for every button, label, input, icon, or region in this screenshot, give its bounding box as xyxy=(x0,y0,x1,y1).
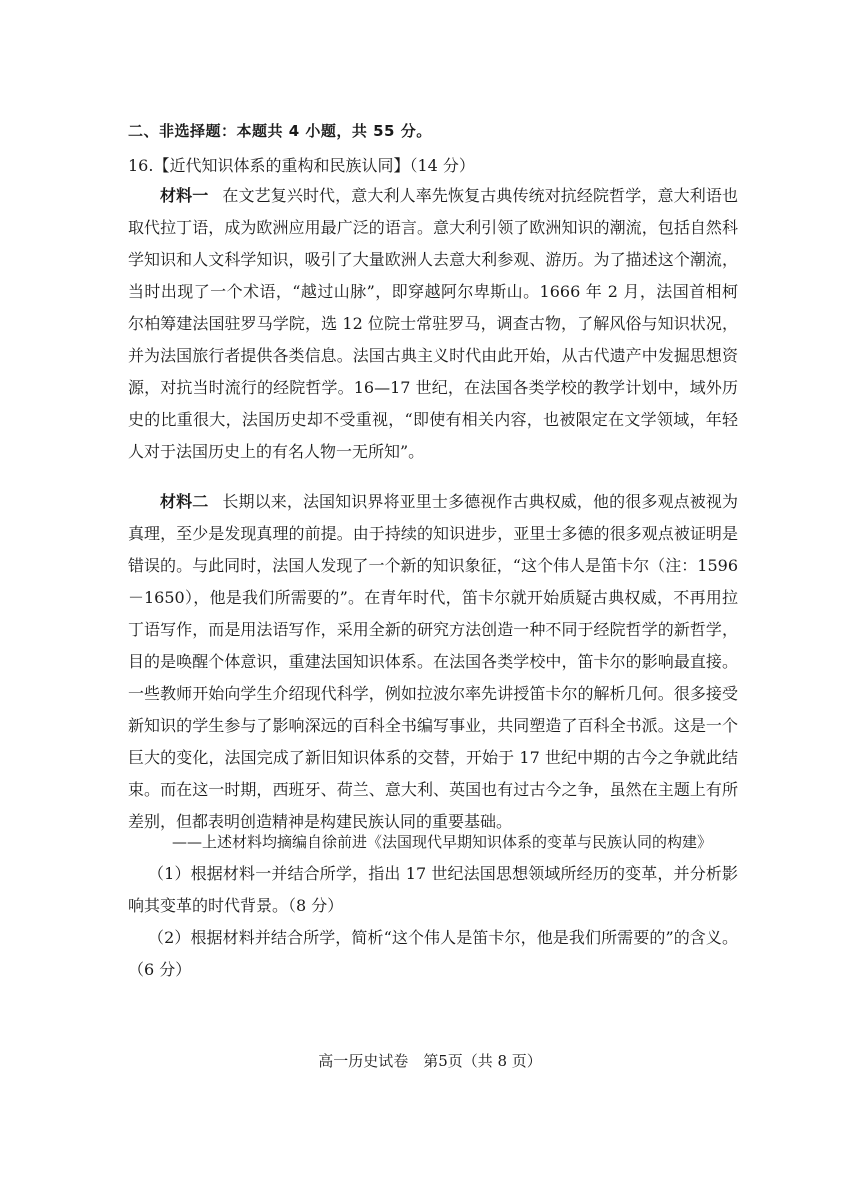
material-one-paragraph xyxy=(128,180,738,468)
material-source: ——上述材料均摘编自徐前进《法国现代早期知识体系的变革与民族认同的构建》 xyxy=(172,833,713,851)
material-two-label: 材料二 xyxy=(160,492,209,511)
material-two-text: 长期以来，法国知识界将亚里士多德视作古典权威，他的很多观点被视为真理，至少是发现真理的前提。由于持续的知识进步，亚里士多德的很多观点被证明是错误的。与此同时，法国人发现了一个新的知识象征，“这个伟人是笛卡尔（注：1596－1650），他是我们所需要的”。在青年时代，笛卡尔就开始质疑古典权威，不再用拉丁语写作，而是用法语写作，采用全新的研究方法创造一种不同于经院哲学的新哲学，目的是唤醒个体意识，重建法国知识体系。在法国各类学校中，笛卡尔的影响最直接。一些教师开始向学生介绍现代科学，例如拉波尔率先讲授笛卡尔的解析几何。很多接受新知识的学生参与了影响深远的百科全书编写事业，共同塑造了百科全书派。这是一个巨大的变化，法国完成了新旧知识体系的交替，开始于 17 世纪中期的古今之争就此结束。而在这一时期，西班牙、荷兰、意大利、英国也有过古今之争，虽然在主题上有所差别，但都表明创造精神是构建民族认同的重要基础。 xyxy=(128,492,738,831)
question-title: 16.【近代知识体系的重构和民族认同】（14 分） xyxy=(128,156,475,175)
page-footer: 高一历史试卷 第5页（共 8 页） xyxy=(318,1052,542,1070)
material-one-label: 材料一 xyxy=(160,186,209,205)
subquestion-1: （1）根据材料一并结合所学，指出 17 世纪法国思想领域所经历的变革，并分析影响其变革的时代背景。（8 分） xyxy=(128,864,738,915)
section-heading: 二、非选择题：本题共 4 小题，共 55 分。 xyxy=(128,122,432,140)
subquestion-2: （2）根据材料并结合所学，简析“这个伟人是笛卡尔，他是我们所需要的”的含义。（6 分） xyxy=(128,928,738,979)
material-two-paragraph xyxy=(128,486,738,838)
material-one-text: 在文艺复兴时代，意大利人率先恢复古典传统对抗经院哲学，意大利语也取代拉丁语，成为欧洲应用最广泛的语言。意大利引领了欧洲知识的潮流，包括自然科学知识和人文科学知识，吸引了大量欧洲人去意大利参观、游历。为了描述这个潮流，当时出现了一个术语，“越过山脉”，即穿越阿尔卑斯山。1666 年 2 月，法国首相柯尔柏筹建法国驻罗马学院，选 12 位院士常驻罗马，调查古物，了解风俗与知识状况，并为法国旅行者提供各类信息。法国古典主义时代由此开始，从古代遗产中发掘思想资源，对抗当时流行的经院哲学。16—17 世纪，在法国各类学校的教学计划中，域外历史的比重很大，法国历史却不受重视，“即使有相关内容，也被限定在文学领域，年轻人对于法国历史上的有名人物一无所知”。 xyxy=(128,186,738,461)
